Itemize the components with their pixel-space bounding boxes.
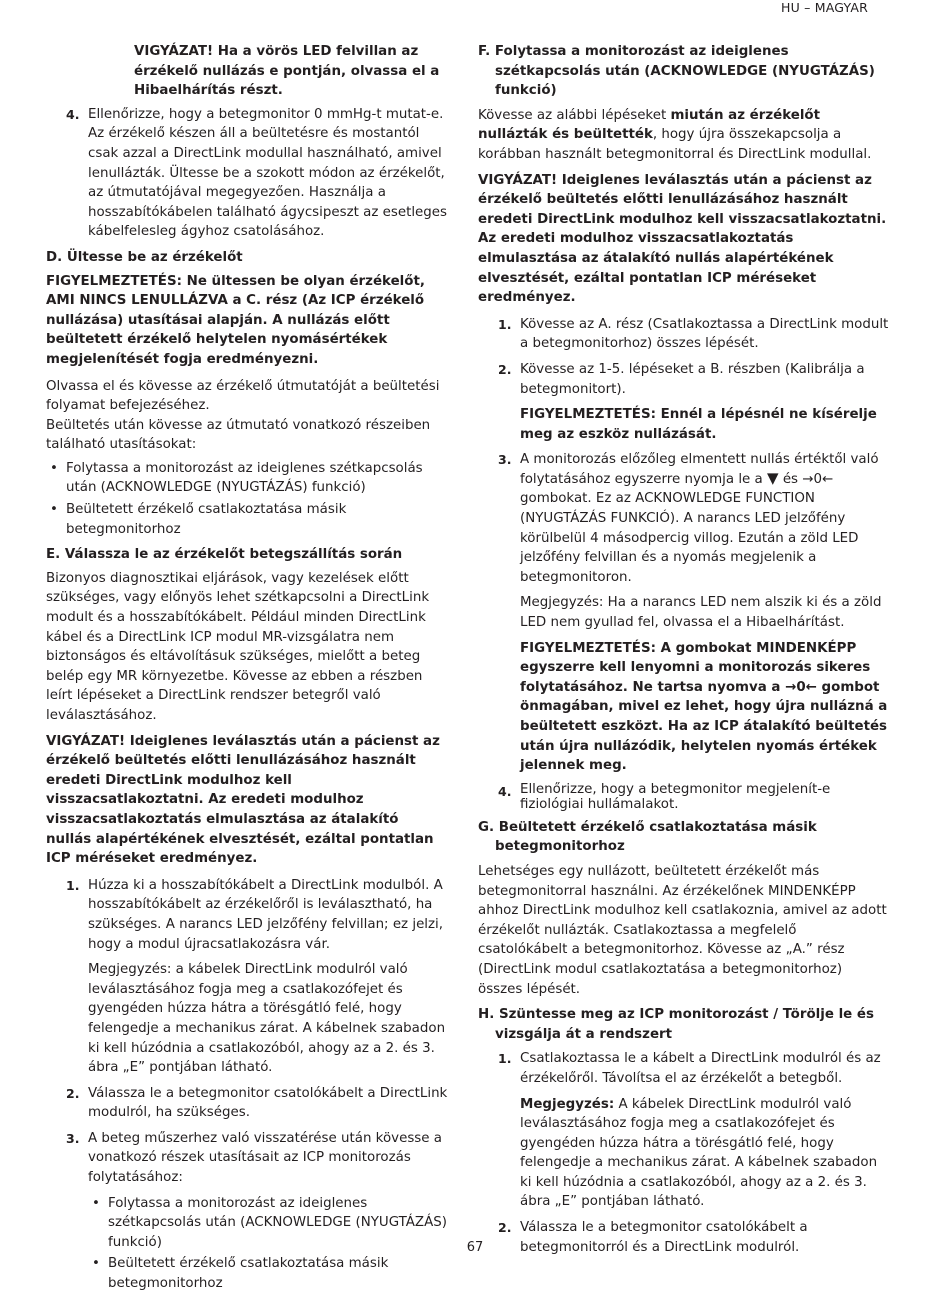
section-g-title: G. Beültetett érzékelő csatlakoztatása másik betegmonitorhoz xyxy=(478,819,817,855)
zero-button-icon: →0← xyxy=(802,471,834,487)
caution-f: VIGYÁZAT! Ideiglenes leválasztás után a pácienst az érzékelő beültetés előtti lenullázásához használt eredeti DirectLink modulhoz kell visszacsatlakoztatni. Az eredeti modulhoz visszacsatlakoztatás elmulasztása az átalakító nullás alapértékének elvesztését, ezáltal pontatlan ICP méréseket eredményez. xyxy=(478,172,887,306)
left-column xyxy=(46,42,448,1300)
step-number: 3. xyxy=(66,1130,80,1146)
step-text-part: A monitorozás előzőleg elmentett nullás értéktől való folytatásához egyszerre nyomja le a xyxy=(520,452,879,487)
step-text xyxy=(520,450,890,587)
f-intro-emphasis: miután az érzékelőt nullázták és beültették xyxy=(478,107,821,143)
step-note xyxy=(520,1095,890,1213)
step-number: 2. xyxy=(498,361,512,377)
step-text: Kövesse az 1-5. lépéseket a B. részben (Kalibrálja a betegmonitort). xyxy=(520,361,865,397)
e-step-1 xyxy=(46,876,448,1078)
warning-text-part: FIGYELMEZTETÉS: A gombokat MINDENKÉPP egyszerre kell lenyomni a monitorozás sikeres folytatásához. Ne tartsa nyomva a xyxy=(520,640,871,695)
step-text: Ellenőrizze, hogy a betegmonitor megjelenít-e fiziológiai hullámalakot. xyxy=(520,781,831,812)
down-arrow-button-icon: ▼ xyxy=(767,468,779,487)
section-e-title: E. Válassza le az érzékelőt betegszállítás során xyxy=(46,547,403,563)
step-text-part: gombokat. Ez az ACKNOWLEDGE FUNCTION (NYUGTÁZÁS FUNKCIÓ). A narancs LED jelzőfény körülbelül 4 másodpercig villog. Ezután a zöld LED jelzőfény felvillan és a nyomás megjelenik a betegmonitoron. xyxy=(520,491,859,585)
step-number: 1. xyxy=(498,1051,512,1067)
step-text: Válassza le a betegmonitor csatolókábelt a DirectLink modulról, ha szükséges. xyxy=(88,1085,448,1121)
step-number: 2. xyxy=(498,1220,512,1236)
f-step-4 xyxy=(478,782,890,812)
f-step-3 xyxy=(478,450,890,776)
right-column xyxy=(478,42,890,1263)
e-step-2 xyxy=(46,1084,448,1123)
step-number: 3. xyxy=(498,452,512,468)
f-intro-text: Kövesse az alábbi lépéseket xyxy=(478,107,671,123)
note-label: Megjegyzés: xyxy=(520,1096,615,1112)
f-intro-text: , hogy újra összekapcsolja a korábban használt betegmonitorral és DirectLink modullal. xyxy=(478,127,872,162)
caution-red-led: VIGYÁZAT! Ha a vörös LED felvillan az érzékelő nullázás e pontján, olvassa el a Hibaelhárítás részt. xyxy=(134,44,440,99)
language-header: HU – MAGYAR xyxy=(780,0,868,15)
step-text: Válassza le a betegmonitor csatolókábelt a betegmonitorról és a DirectLink modulról. xyxy=(520,1220,808,1255)
note-text: A kábelek DirectLink modulról való leválasztásához fogja meg a csatlakozófejet és gyengéden húzza hátra a törésgátló felé, hogy felengedje a mechanikus zárat. A kábelnek szabadon ki kell húzódnia a csatlakozóból, ahogy az a 2. és 3. ábra „E” pontjában látható. xyxy=(520,1096,878,1210)
d-paragraph-2: Beültetés után kövesse az útmutató vonatkozó részeiben található utasításokat: xyxy=(46,417,431,453)
step-text: A beteg műszerhez való visszatérése után kövesse a vonatkozó részek utasításait az ICP monitorozás folytatásához: xyxy=(88,1130,442,1186)
f-intro xyxy=(478,106,890,165)
step-text: Ellenőrizze, hogy a betegmonitor 0 mmHg-t mutat-e. Az érzékelő készen áll a beültetésre és mostantól csak azzal a DirectLink modullal használható, amivel lenullázták. Ültesse be a szokott módon az érzékelőt, az útmutatójával megegyezően. Használja a hosszabítókábelen található ágycsipeszt az esetleges kábelfelesleg ágyhoz csatolásához. xyxy=(88,106,447,240)
step-note: Megjegyzés: Ha a narancs LED nem alszik ki és a zöld LED nem gyullad fel, olvassa el a Hibaelhárítást. xyxy=(520,595,882,631)
step-number: 1. xyxy=(66,877,80,893)
step-number: 4. xyxy=(66,106,80,122)
step-number: 1. xyxy=(498,316,512,332)
step-warning xyxy=(520,639,890,776)
step-text: Csatlakoztassa le a kábelt a DirectLink modulról és az érzékelőről. Távolítsa el az érzékelőt a betegből. xyxy=(520,1051,881,1086)
section-h-title: H. Szüntesse meg az ICP monitorozást / Törölje le és vizsgálja át a rendszert xyxy=(478,1007,874,1042)
d-paragraph-1: Olvassa el és kövesse az érzékelő útmutatóját a beültetési folyamat befejezéséhez. xyxy=(46,378,440,414)
step-note: Megjegyzés: a kábelek DirectLink modulról való leválasztásához fogja meg a csatlakozófejet és gyengéden húzza hátra a törésgátló felé, hogy felengedje a mechanikus zárat. A kábelnek szabadon ki kell húzódnia a csatlakozóból, ahogy az a 2. és 3. ábra „E” pontjában látható. xyxy=(88,962,446,1076)
list-item: • Beültetett érzékelő csatlakoztatása másik betegmonitorhoz xyxy=(46,500,448,539)
caution-e: VIGYÁZAT! Ideiglenes leválasztás után a pácienst az érzékelő beültetés előtti lenullázásához használt eredeti DirectLink modulhoz kell visszacsatlakoztatni. Az eredeti modulhoz visszacsatlakoztatás elmulasztása az átalakító nullás alapértékének elvesztését, ezáltal pontatlan ICP méréseket eredményez. xyxy=(46,733,440,867)
section-f-title: F. Folytassa a monitorozást az ideiglenes szétkapcsolás után (ACKNOWLEDGE (NYUGTÁZÁS) funkció) xyxy=(478,44,875,99)
step-text: Kövesse az A. rész (Csatlakoztassa a DirectLink modult a betegmonitorhoz) összes lépését. xyxy=(520,316,889,352)
e-step-3 xyxy=(46,1129,448,1294)
warning-d: FIGYELMEZTETÉS: Ne ültessen be olyan érzékelőt, AMI NINCS LENULLÁZVA a C. rész (Az ICP érzékelő nullázása) utasításai alapján. A nullázás előtt beültetett érzékelő helytelen nyomásértékek megjelenítését fogja eredményezni. xyxy=(46,273,425,367)
step-4 xyxy=(46,105,448,242)
e-paragraph: Bizonyos diagnosztikai eljárások, vagy kezelések előtt szükséges, vagy előnyös lehet szétkapcsolni a DirectLink modult és a hosszabítókábelt. Például minden DirectLink kábel és a DirectLink ICP modul MR-vizsgálatra nem biztonságos és eltávolításuk szükséges, mielőtt a beteg belép egy MR környezetbe. Kövesse az ebben a részben leírt lépéseket a DirectLink rendszer betegről való leválasztásához. xyxy=(46,570,430,723)
list-item: • Beültetett érzékelő csatlakoztatása másik betegmonitorhoz xyxy=(88,1254,448,1293)
f-step-1 xyxy=(478,315,890,354)
h-step-1 xyxy=(478,1049,890,1212)
g-paragraph: Lehetséges egy nullázott, beültetett érzékelőt más betegmonitorral használni. Az érzékelőnek MINDENKÉPP ahhoz DirectLink modulhoz kell csatlakoznia, amivel az adott érzékelőt nullázták. Csatlakoztassa a megfelelő csatolókábelt a betegmonitorhoz. Kövesse az „A.” rész (DirectLink modul csatlakoztatása a betegmonitorhoz) összes lépését. xyxy=(478,863,887,997)
step-text-part: és xyxy=(778,471,803,487)
section-d-title: D. Ültesse be az érzékelőt xyxy=(46,249,243,265)
list-item: • Folytassa a monitorozást az ideiglenes szétkapcsolás után (ACKNOWLEDGE (NYUGTÁZÁS) funkció) xyxy=(46,459,448,498)
step-number: 4. xyxy=(498,783,512,799)
page-number: 67 xyxy=(466,1240,484,1255)
step-warning: FIGYELMEZTETÉS: Ennél a lépésnél ne kísérelje meg az eszköz nullázását. xyxy=(520,407,877,442)
step-text: Húzza ki a hosszabítókábelt a DirectLink modulból. A hosszabítókábelt az érzékelőről is leválasztható, ha szükséges. A narancs LED jelzőfény felvillan; ez jelzi, hogy a modul újracsatlakozásra vár. xyxy=(88,877,444,952)
f-step-2 xyxy=(478,360,890,444)
warning-text-part: gombot önmagában, mivel ez lehet, hogy újra nullázná a beültetett eszközt. Ha az ICP átalakító beültetés után újra nullázódik, helytelen nyomás értékek jelennek meg. xyxy=(520,679,888,774)
zero-button-icon: →0← xyxy=(785,679,817,695)
step-number: 2. xyxy=(66,1085,80,1101)
list-item: • Folytassa a monitorozást az ideiglenes szétkapcsolás után (ACKNOWLEDGE (NYUGTÁZÁS) funkció) xyxy=(88,1194,448,1253)
